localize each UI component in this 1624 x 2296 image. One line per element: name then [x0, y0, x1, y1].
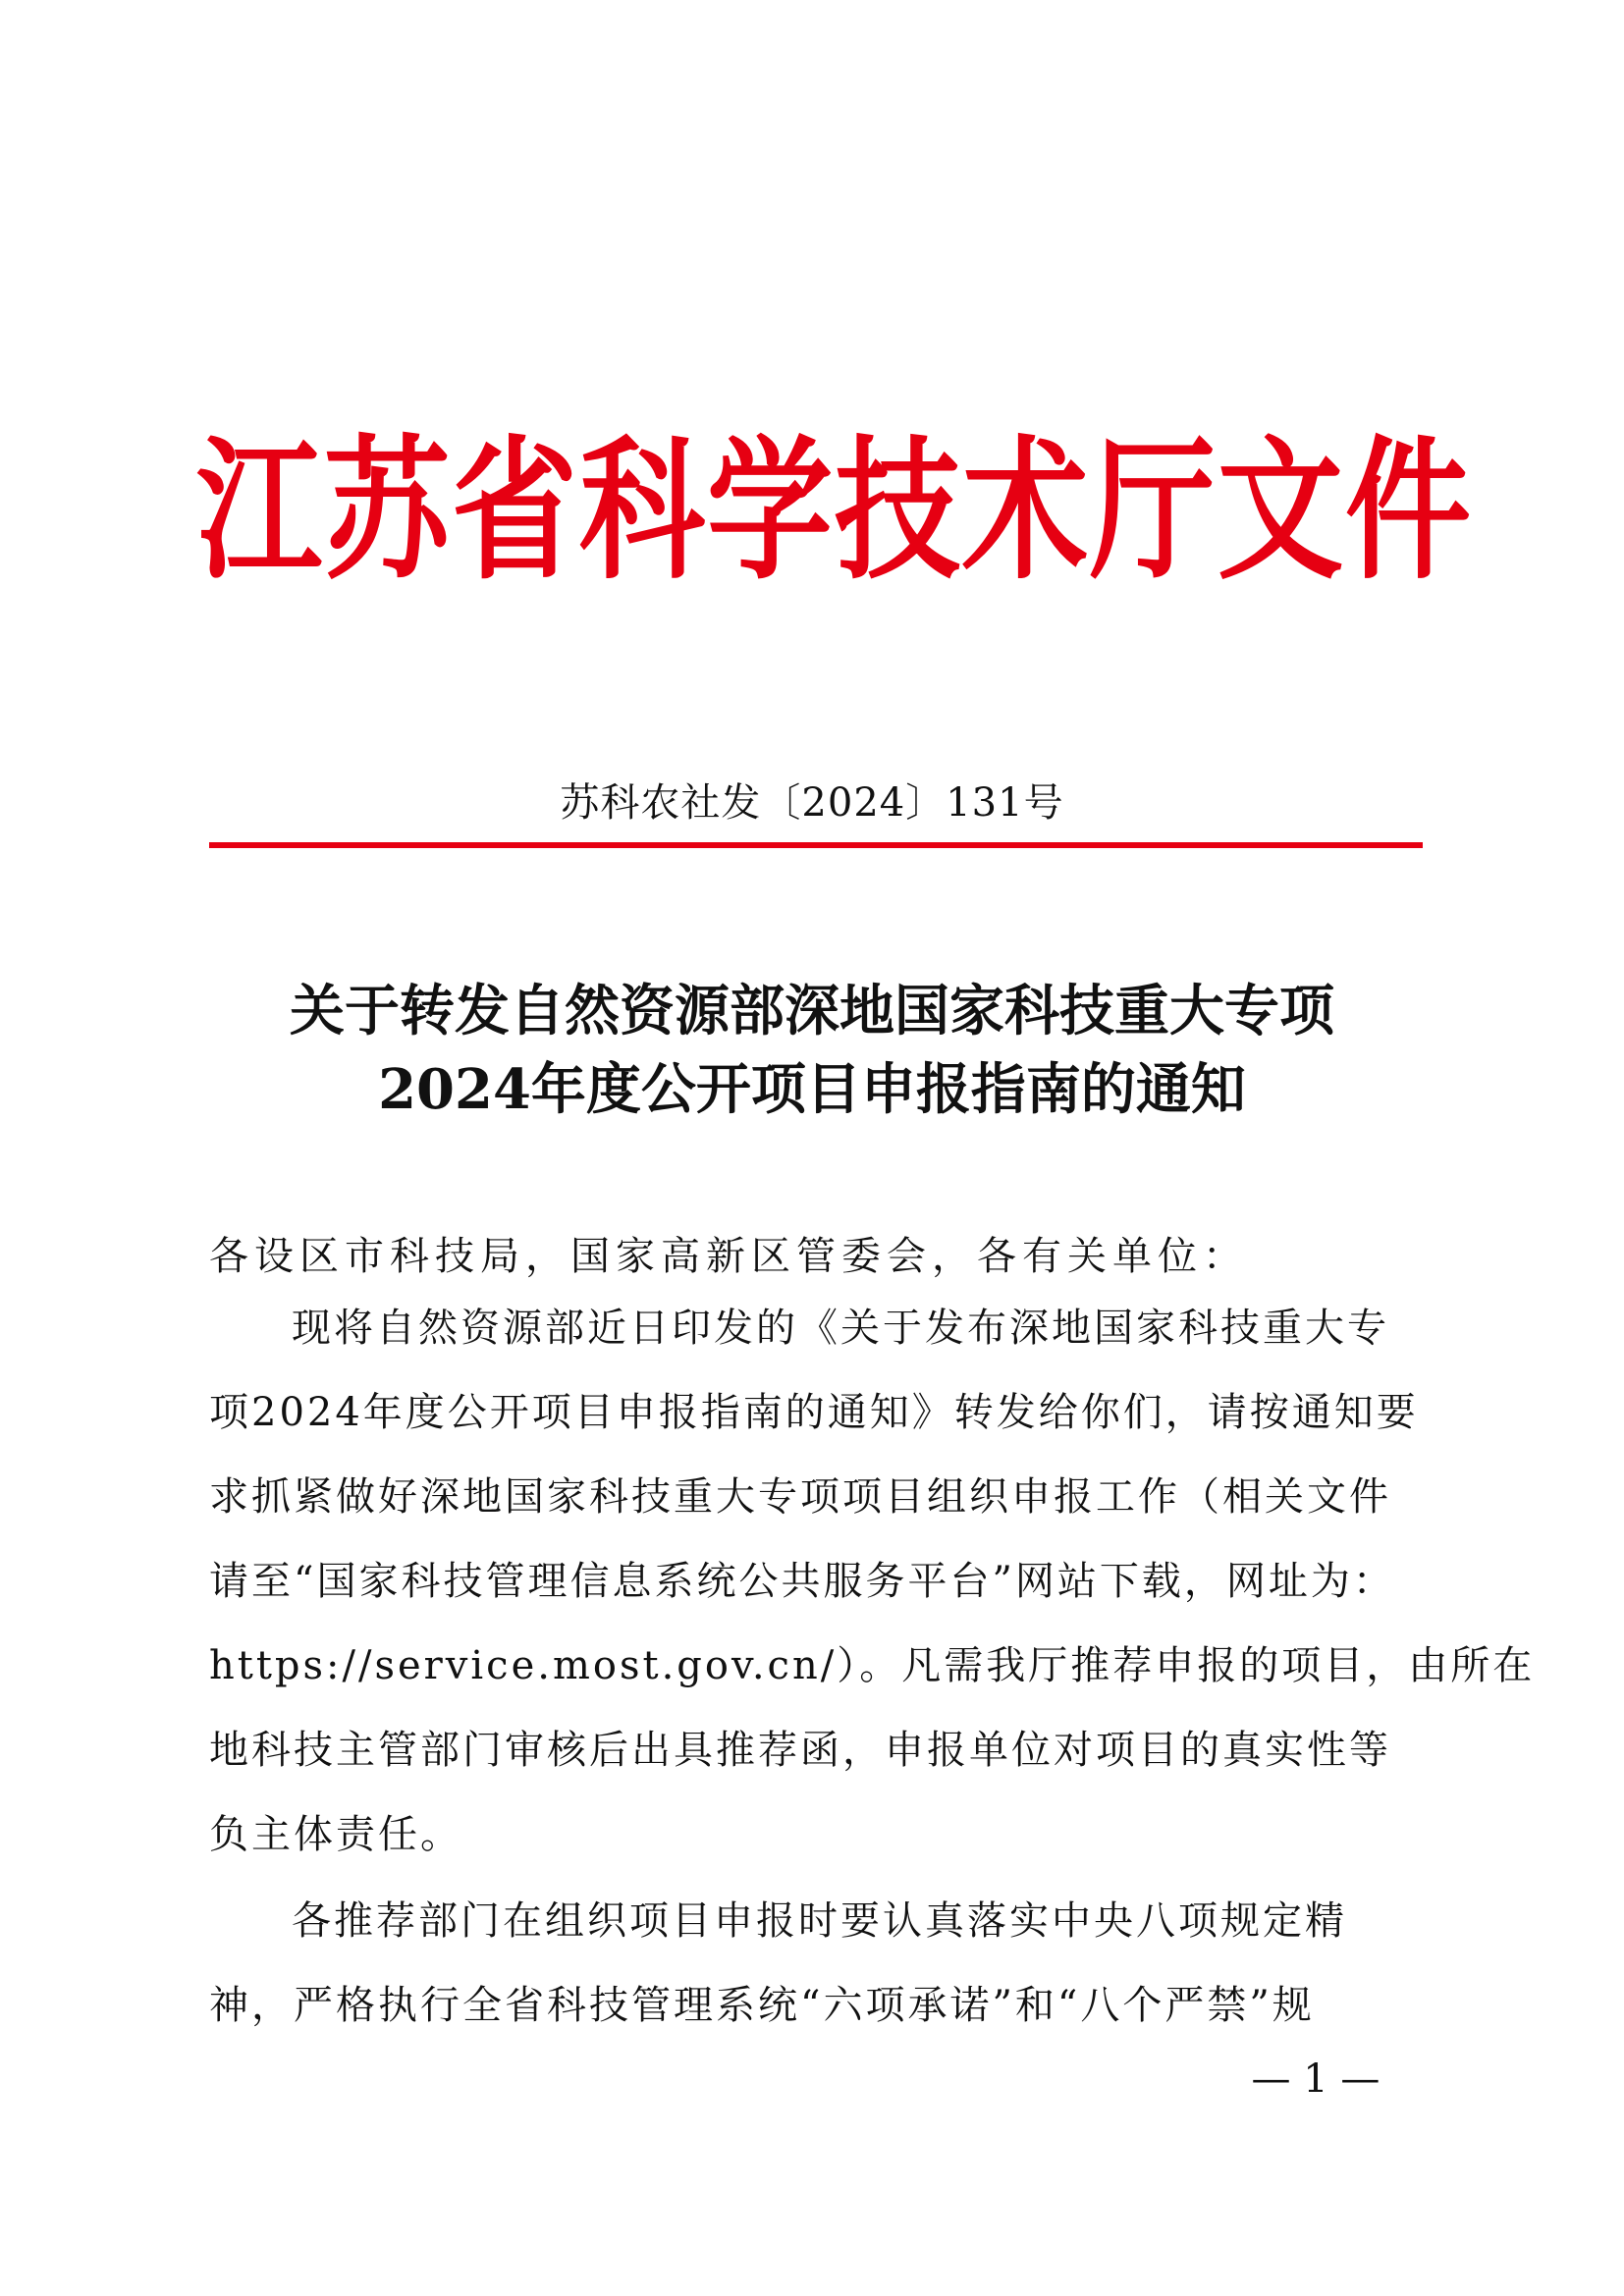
- paragraph-line: 神，严格执行全省科技管理系统“六项承诺”和“八个严禁”规: [209, 1983, 1315, 2028]
- red-divider-rule: [209, 842, 1423, 848]
- notice-title-line-1: 关于转发自然资源部深地国家科技重大专项: [290, 979, 1334, 1043]
- notice-title-line-2: 2024年度公开项目申报指南的通知: [378, 1057, 1246, 1122]
- paragraph-line: 负主体责任。: [209, 1812, 462, 1857]
- document-number: 苏科农社发〔2024〕131号: [560, 780, 1064, 826]
- salutation: 各设区市科技局，国家高新区管委会，各有关单位：: [209, 1234, 1248, 1279]
- notice-title: [147, 972, 1477, 1129]
- body-paragraph-1: [209, 1286, 1536, 1877]
- paragraph-line: 求抓紧做好深地国家科技重大专项项目组织申报工作（相关文件: [209, 1474, 1391, 1520]
- paragraph-line: 地科技主管部门审核后出具推荐函，申报单位对项目的真实性等: [209, 1728, 1391, 1773]
- page-number: — 1 —: [1251, 2056, 1380, 2102]
- paragraph-line: 现将自然资源部近日印发的《关于发布深地国家科技重大专: [292, 1306, 1389, 1351]
- paragraph-line: https://service.most.gov.cn/）。凡需我厅推荐申报的项目，由所在: [209, 1643, 1536, 1688]
- paragraph-line: 各推荐部门在组织项目申报时要认真落实中央八项规定精: [292, 1898, 1347, 1944]
- paragraph-line: 请至“国家科技管理信息系统公共服务平台”网站下载，网址为：: [209, 1559, 1395, 1604]
- paragraph-line: 项2024年度公开项目申报指南的通知》转发给你们，请按通知要: [209, 1390, 1419, 1435]
- body-paragraph-2: [209, 1879, 1423, 2048]
- document-masthead: 江苏省科学技术厅文件: [196, 422, 1474, 602]
